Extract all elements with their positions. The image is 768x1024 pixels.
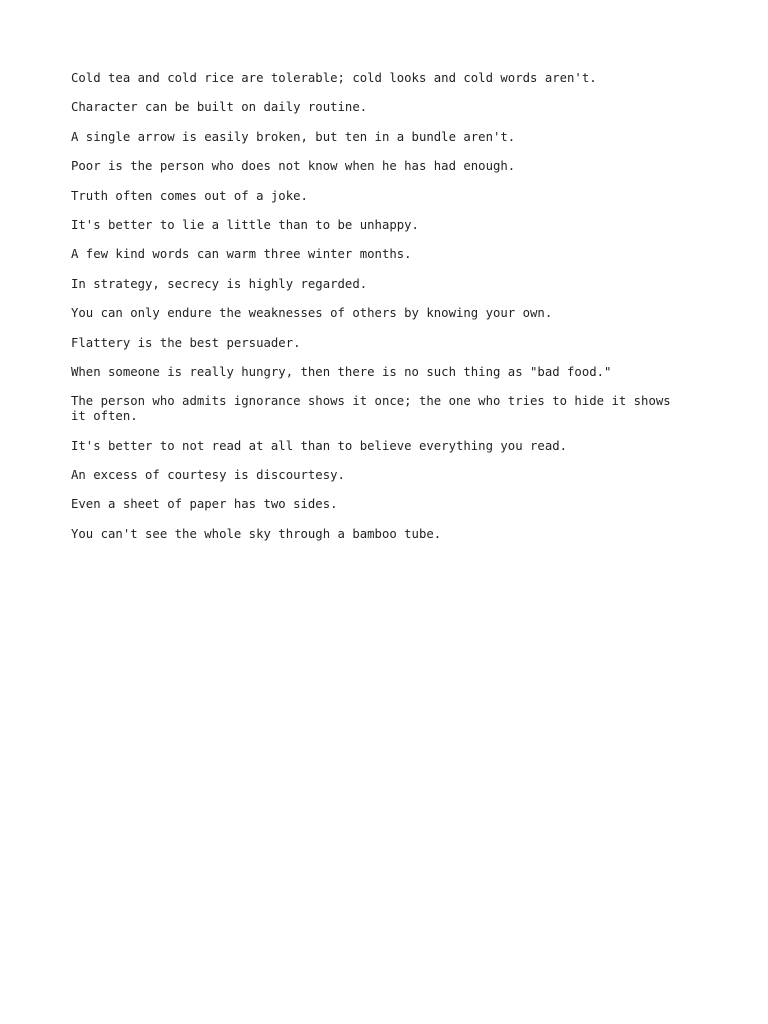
proverb-line: It's better to lie a little than to be unhappy. (71, 217, 419, 232)
proverb-line: Truth often comes out of a joke. (71, 188, 308, 203)
document-page (71, 71, 691, 556)
proverb-line: You can't see the whole sky through a bamboo tube. (71, 526, 442, 541)
proverb-line: Even a sheet of paper has two sides. (71, 497, 338, 512)
proverb-line: Flattery is the best persuader. (71, 335, 301, 350)
proverb-line: A few kind words can warm three winter months. (71, 247, 412, 262)
proverb-line: In strategy, secrecy is highly regarded. (71, 276, 368, 291)
proverb-line: When someone is really hungry, then there is no such thing as "bad food." (71, 364, 612, 379)
proverb-line: An excess of courtesy is discourtesy. (71, 468, 345, 483)
proverb-line: It's better to not read at all than to believe everything you read. (71, 438, 568, 453)
proverb-line: The person who admits ignorance shows it once; the one who tries to hide it shows it often. (71, 394, 679, 424)
proverb-line: Poor is the person who does not know when he has had enough. (71, 159, 516, 174)
proverb-line: You can only endure the weaknesses of others by knowing your own. (71, 306, 553, 321)
proverb-line: A single arrow is easily broken, but ten in a bundle aren't. (71, 129, 516, 144)
proverb-line: Character can be built on daily routine. (71, 100, 368, 115)
proverb-line: Cold tea and cold rice are tolerable; cold looks and cold words aren't. (71, 71, 597, 85)
